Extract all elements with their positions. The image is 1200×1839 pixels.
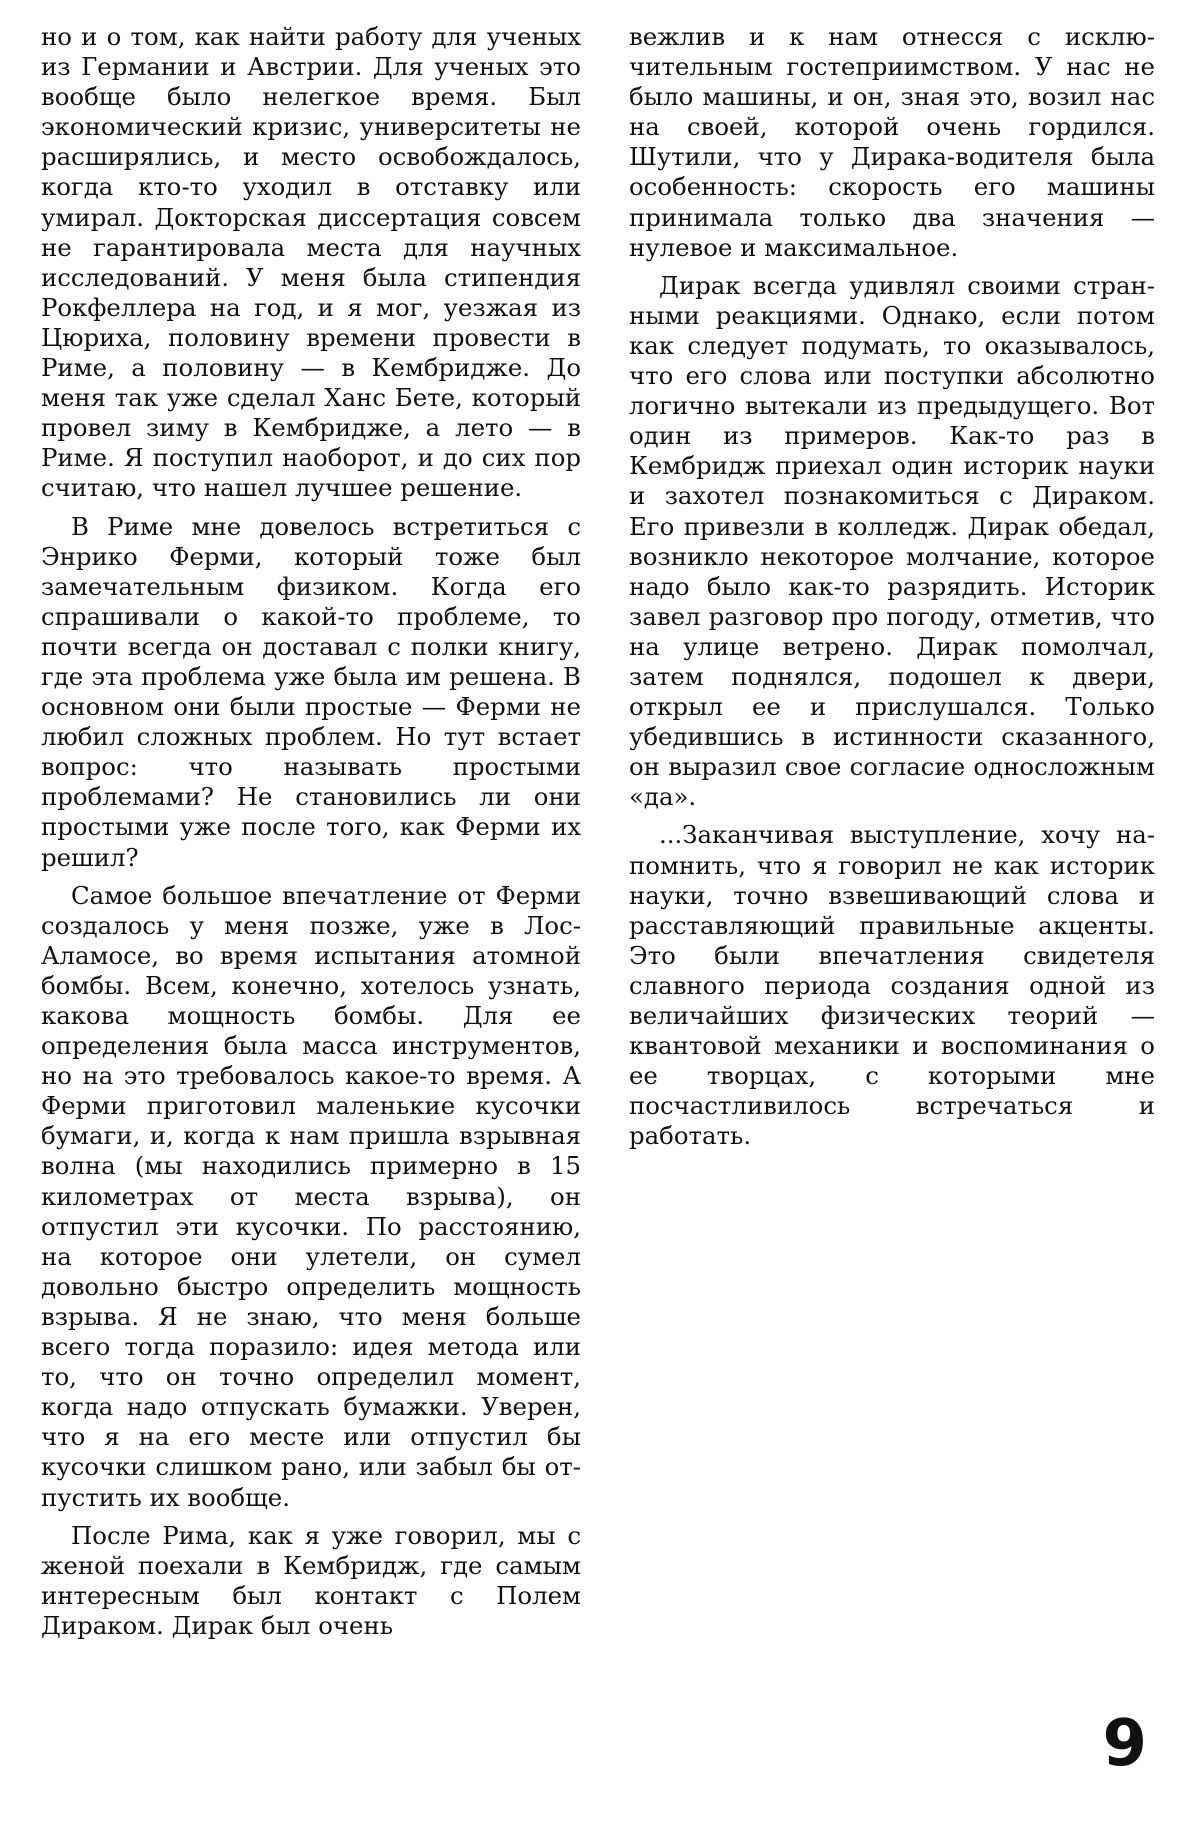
right-column [629, 22, 1155, 1159]
page-number: 9 [1102, 1707, 1147, 1781]
paragraph: но и о том, как найти работу для ученых из Германии и Австрии. Для ученых это вообще было нелегкое время. Был экономический кризис, университеты не расширялись, и место освобождалось, когда кто-то уходил в отставку или умирал. Докторская диссертация совсем не гарантировала места для научных исследований. У меня была стипендия Рокфеллера на год, и я мог, уезжая из Цюриха, половину времени провести в Риме, а половину — в Кембридже. До меня так уже сделал Ханс Бете, который провел зиму в Кембридже, а лето — в Риме. Я поступил наоборот, и до сих пор считаю, что нашел лучшее решение. [41, 22, 581, 503]
paragraph: вежлив и к нам отнесся с исключительным гостеприимством. У нас не было машины, и он, зная это, возил нас на своей, которой очень гордился. Шутили, что у Дирака-водителя была особенность: скорость его машины принимала только два значения — нулевое и максимальное. [629, 22, 1155, 262]
paragraph: В Риме мне довелось встретиться с Энрико Ферми, который тоже был замечательным физиком. Когда его спрашивали о какой-то проблеме, то почти всегда он доставал с полки книгу, где эта проблема уже была им решена. В основном они были простые — Ферми не любил сложных проблем. Но тут встает вопрос: что называть простыми проблемами? Не становились ли они простыми уже после того, как Ферми их решил? [41, 511, 581, 872]
left-column [41, 22, 581, 1649]
paragraph: Самое большое впечатление от Ферми создалось у меня позже, уже в Лос-Аламосе, во время испытания атомной бомбы. Всем, конечно, хотелось узнать, какова мощность бомбы. Для ее определения была масса инструментов, но на это требовалось какое-то время. А Ферми приготовил маленькие кусочки бумаги, и, когда к нам пришла взрывная волна (мы находились примерно в 15 километрах от места взрыва), он отпустил эти кусочки. По расстоянию, на которое они улетели, он сумел довольно быстро определить мощность взрыва. Я не знаю, что меня больше всего тогда поразило: идея метода или то, что он точно определил момент, когда надо отпускать бумажки. Уверен, что я на его месте или отпустил бы кусочки слишком рано, или забыл бы отпустить их вообще. [41, 880, 581, 1512]
paragraph: После Рима, как я уже говорил, мы с женой поехали в Кембридж, где самым интересным был контакт с Полем Дираком. Дирак был очень [41, 1520, 581, 1640]
paragraph: Дирак всегда удивлял своими странными реакциями. Однако, если потом как следует подумать, то оказывалось, что его слова или поступки абсолютно логично вытекали из предыдущего. Вот один из примеров. Как-то раз в Кембридж приехал один историк науки и захотел познакомиться с Дираком. Его привезли в колледж. Дирак обедал, возникло некоторое молчание, которое надо было как-то разрядить. Историк завел разговор про погоду, отметив, что на улице ветрено. Дирак помолчал, затем поднялся, подошел к двери, открыл ее и прислушался. Только убедившись в истинности сказанного, он выразил свое согласие односложным «да». [629, 270, 1155, 812]
paragraph: ...Заканчивая выступление, хочу напомнить, что я говорил не как историк науки, точно взвешивающий слова и расставляющий правильные акценты. Это были впечатления свидетеля славного периода создания одной из величайших физических теорий — квантовой механики и воспоминания о ее творцах, с которыми мне посчастливилось встречаться и работать. [629, 820, 1155, 1151]
